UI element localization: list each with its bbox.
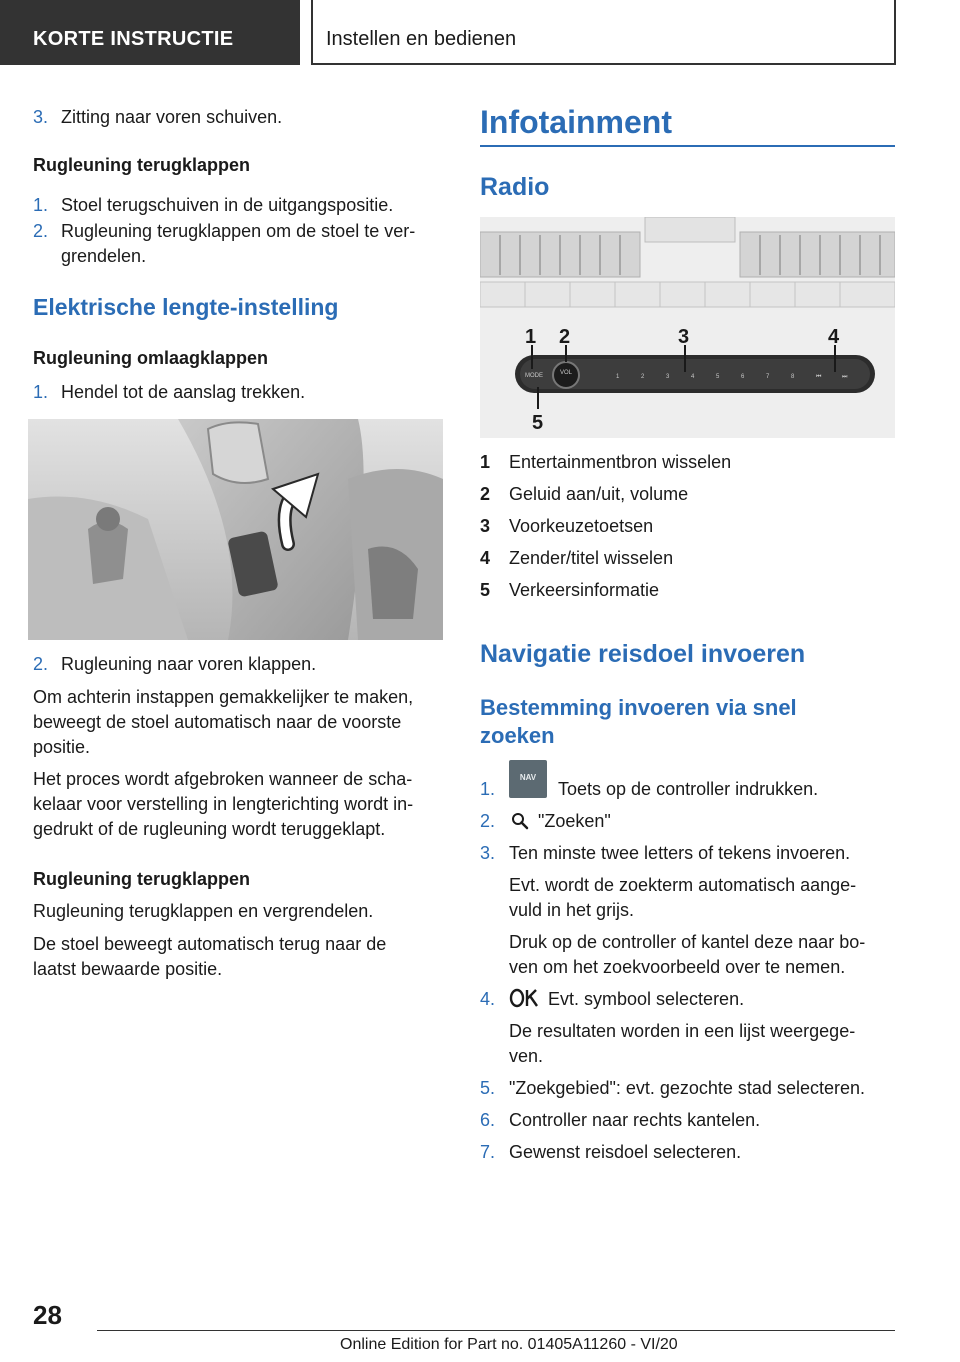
- paragraph-lock: Rugleuning terugklappen en vergrendelen.: [33, 901, 374, 921]
- footer-divider: [97, 1330, 895, 1331]
- nav-button-icon: [509, 760, 547, 798]
- legend-number: 1: [480, 452, 491, 472]
- footer-edition: Online Edition for Part no. 01405A11260 - VI/20: [340, 1336, 678, 1353]
- list-number: 2.: [33, 654, 49, 674]
- chapter-heading-infotainment: Infotainment: [480, 104, 672, 140]
- radio-preset-label: 7: [766, 374, 770, 380]
- seat-lever-image: [28, 419, 443, 640]
- text-line: positie.: [33, 737, 91, 757]
- subheading-fold-down: Rugleuning omlaagklappen: [33, 348, 269, 368]
- list-number: 1.: [33, 195, 49, 215]
- legend-text: Entertainmentbron wisselen: [509, 452, 732, 472]
- text-line: De stoel beweegt automatisch terug naar de: [33, 934, 387, 954]
- list-number: 3.: [480, 843, 496, 863]
- list-number: 1.: [33, 382, 49, 402]
- list-text: Controller naar rechts kantelen.: [509, 1110, 761, 1130]
- paragraph-abort: [33, 767, 413, 842]
- list-text: Stoel terugschuiven in de uitgangspositie.: [61, 195, 394, 215]
- section-title: KORTE INSTRUCTIE: [33, 28, 234, 50]
- heading-line: zoeken: [480, 723, 555, 748]
- subsection-heading-quick-search: [480, 694, 797, 750]
- section-heading-electric: Elektrische lengte-instelling: [33, 294, 339, 320]
- legend-number: 2: [480, 484, 491, 504]
- text-line: ven.: [509, 1046, 544, 1066]
- legend-number: 4: [480, 548, 491, 568]
- list-continuation: [509, 930, 865, 980]
- section-heading-radio: Radio: [480, 173, 550, 201]
- list-text: Rugleuning terugklappen om de stoel te ver-: [61, 221, 416, 241]
- radio-illustration: [480, 217, 895, 438]
- list-text: grendelen.: [61, 246, 147, 266]
- legend-text: Voorkeuzetoetsen: [509, 516, 654, 536]
- seat-illustration: [28, 419, 443, 640]
- text-line: kelaar voor verstelling in lengterichting wordt in-: [33, 794, 414, 814]
- legend-text: Verkeersinformatie: [509, 580, 660, 600]
- list-number: 4.: [480, 989, 496, 1009]
- radio-preset-label: 2: [641, 374, 645, 380]
- radio-preset-label: 1: [616, 374, 620, 380]
- legend-number: 3: [480, 516, 491, 536]
- list-text: Gewenst reisdoel selecteren.: [509, 1142, 742, 1162]
- list-text: Evt. symbool selecteren.: [548, 989, 745, 1009]
- text-line: gedrukt of de rugleuning wordt teruggeklapt.: [33, 819, 386, 839]
- text-line: Het proces wordt afgebroken wanneer de scha-: [33, 769, 413, 789]
- chapter-tab: [311, 0, 896, 65]
- section-heading-navigation: Navigatie reisdoel invoeren: [480, 640, 806, 668]
- list-text: Hendel tot de aanslag trekken.: [61, 382, 306, 402]
- text-line: beweegt de stoel automatisch naar de voorste: [33, 712, 402, 732]
- list-number: 2.: [480, 811, 496, 831]
- radio-preset-label: 3: [666, 374, 670, 380]
- callout-2: 2: [559, 326, 571, 348]
- heading-rule: [480, 145, 895, 147]
- legend-number: 5: [480, 580, 491, 600]
- text-line: Evt. wordt de zoekterm automatisch aange-: [509, 875, 857, 895]
- text-line: De resultaten worden in een lijst weergege-: [509, 1021, 856, 1041]
- list-text: Zitting naar voren schuiven.: [61, 107, 283, 127]
- paragraph-easy-entry: [33, 685, 413, 760]
- text-line: Druk op de controller of kantel deze naar bo-: [509, 932, 866, 952]
- list-text: Ten minste twee letters of tekens invoeren.: [509, 843, 851, 863]
- radio-prev-label: ⏮: [816, 374, 822, 380]
- paragraph-return: [33, 932, 386, 982]
- list-text: "Zoekgebied": evt. gezochte stad selecteren.: [509, 1078, 865, 1098]
- list-number: 7.: [480, 1142, 496, 1162]
- list-number: 2.: [33, 221, 49, 241]
- list-text: Rugleuning naar voren klappen.: [61, 654, 317, 674]
- list-number: 1.: [480, 779, 496, 799]
- list-number: 5.: [480, 1078, 496, 1098]
- list-text: Toets op de controller indrukken.: [558, 779, 819, 799]
- radio-vol-label: VOL: [560, 370, 573, 376]
- ok-symbol-icon: [509, 987, 539, 1009]
- page-number: 28: [33, 1300, 62, 1330]
- radio-preset-label: 6: [741, 374, 745, 380]
- magnifier-icon: [511, 812, 529, 830]
- section-tab: [0, 0, 300, 65]
- radio-panel-image: [480, 217, 895, 438]
- list-text: "Zoeken": [538, 811, 611, 831]
- text-line: laatst bewaarde positie.: [33, 959, 223, 979]
- callout-5: 5: [532, 412, 544, 434]
- radio-mode-label: MODE: [525, 373, 543, 379]
- callout-3: 3: [678, 326, 690, 348]
- heading-line: Bestemming invoeren via snel: [480, 695, 797, 720]
- callout-4: 4: [828, 326, 840, 348]
- chapter-title: Instellen en bedienen: [326, 28, 517, 50]
- radio-preset-label: 5: [716, 374, 720, 380]
- radio-preset-label: 4: [691, 374, 695, 380]
- legend-text: Geluid aan/uit, volume: [509, 484, 689, 504]
- text-line: vuld in het grijs.: [509, 900, 635, 920]
- callout-1: 1: [525, 326, 537, 348]
- legend-text: Zender/titel wisselen: [509, 548, 674, 568]
- list-continuation: [509, 1019, 855, 1069]
- list-number: 6.: [480, 1110, 496, 1130]
- list-number: 3.: [33, 107, 49, 127]
- radio-next-label: ⏭: [842, 374, 848, 380]
- radio-preset-label: 8: [791, 374, 795, 380]
- subheading-fold-back: Rugleuning terugklappen: [33, 155, 251, 175]
- subheading-fold-back-2: Rugleuning terugklappen: [33, 869, 251, 889]
- nav-icon-label: NAV: [519, 773, 537, 782]
- text-line: ven om het zoekvoorbeeld over te nemen.: [509, 957, 846, 977]
- text-line: Om achterin instappen gemakkelijker te maken,: [33, 687, 414, 707]
- list-continuation: [509, 873, 856, 923]
